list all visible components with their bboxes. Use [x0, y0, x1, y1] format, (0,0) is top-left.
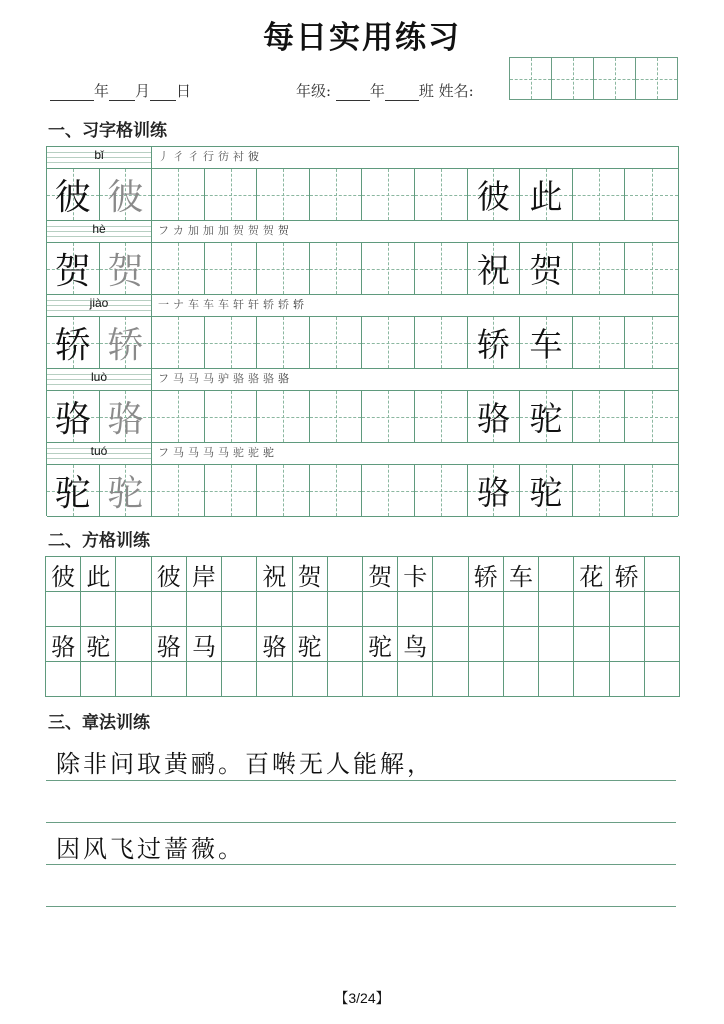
stroke-step: 轩: [233, 298, 248, 311]
tianzige-cell[interactable]: [573, 465, 626, 516]
trace-character: 彼: [107, 177, 144, 218]
stroke-step: 行: [203, 150, 218, 163]
fangge-cell[interactable]: 轿: [469, 557, 504, 592]
pinyin-text: hè: [92, 222, 106, 236]
stroke-step: フ: [158, 372, 173, 385]
practice-block: [47, 146, 678, 220]
sample-character: 骆: [54, 399, 91, 440]
stroke-step: 骆: [278, 372, 293, 385]
word-character: 祝: [476, 251, 510, 290]
tianzige-cell[interactable]: [573, 169, 626, 220]
tianzige-cell[interactable]: [625, 243, 678, 294]
fangge-cell[interactable]: [293, 592, 328, 627]
stroke-step: 马: [218, 446, 233, 459]
fangge-cell[interactable]: 卡: [398, 557, 433, 592]
tianzige-cell[interactable]: [205, 391, 258, 442]
fangge-cell[interactable]: [187, 592, 222, 627]
pinyin-cell: [47, 147, 152, 168]
stroke-order: [152, 147, 263, 168]
tianzige-cell[interactable]: [152, 243, 205, 294]
trace-character: 贺: [107, 251, 144, 292]
fangge-cell[interactable]: [328, 662, 363, 697]
fangge-cell[interactable]: [222, 592, 257, 627]
fangge-cell[interactable]: [116, 662, 151, 697]
stroke-step: 马: [188, 372, 203, 385]
tianzige-cell[interactable]: [47, 169, 100, 220]
stroke-step: 骆: [233, 372, 248, 385]
tianzige-cell[interactable]: [257, 317, 310, 368]
tianzige-cell[interactable]: [362, 317, 415, 368]
writing-line[interactable]: [46, 822, 676, 823]
writing-line[interactable]: [46, 864, 676, 865]
tianzige-cell[interactable]: [257, 465, 310, 516]
fangge-cell[interactable]: [504, 592, 539, 627]
date-fields: [50, 80, 191, 101]
stroke-step: 贺: [277, 224, 293, 237]
fangge-cell[interactable]: 祝: [257, 557, 292, 592]
fangge-cell[interactable]: [81, 592, 116, 627]
year-blank[interactable]: [50, 86, 94, 101]
sample-character: 驼: [54, 473, 91, 514]
stroke-step: 彼: [248, 150, 263, 163]
practice-block: [47, 368, 678, 442]
tianzige-cell[interactable]: [415, 169, 468, 220]
stroke-step: 驴: [218, 372, 233, 385]
character-row: [47, 316, 678, 369]
tianzige-cell[interactable]: [625, 391, 678, 442]
fangge-cell[interactable]: [328, 557, 363, 592]
stroke-order: [152, 295, 308, 316]
pinyin-text: luò: [90, 370, 107, 384]
fangge-cell[interactable]: [363, 662, 398, 697]
pinyin-cell: [47, 221, 152, 242]
word-character: 此: [529, 177, 563, 216]
stroke-order: [152, 443, 278, 464]
sample-character: 轿: [54, 325, 91, 366]
stroke-step: 马: [173, 372, 188, 385]
tianzige-cell[interactable]: [100, 465, 153, 516]
fangge-cell[interactable]: [539, 557, 574, 592]
fangge-cell[interactable]: [504, 627, 539, 662]
tianzige-cell[interactable]: [625, 317, 678, 368]
tianzige-cell[interactable]: [468, 391, 521, 442]
pinyin-cell: [47, 443, 152, 464]
word-character: 骆: [476, 399, 510, 438]
pinyin-row: [47, 146, 678, 168]
fangge-cell[interactable]: [46, 662, 81, 697]
tianzige-cell[interactable]: [625, 169, 678, 220]
tianzige-cell[interactable]: [205, 243, 258, 294]
fangge-cell[interactable]: [469, 627, 504, 662]
stroke-step: 加: [187, 224, 203, 237]
fangge-cell[interactable]: [539, 627, 574, 662]
fangge-cell[interactable]: 贺: [363, 557, 398, 592]
stroke-step: 驼: [248, 446, 263, 459]
tianzige-cell[interactable]: [362, 465, 415, 516]
word-character: 车: [529, 325, 563, 364]
month-blank[interactable]: [109, 86, 135, 101]
fangge-cell[interactable]: [574, 627, 609, 662]
fangge-cell[interactable]: [645, 592, 680, 627]
fangge-cell[interactable]: [328, 627, 363, 662]
fangge-cell[interactable]: [433, 662, 468, 697]
fangge-cell[interactable]: 鸟: [398, 627, 433, 662]
tianzige-cell[interactable]: [520, 465, 573, 516]
tianzige-cell[interactable]: [520, 169, 573, 220]
stroke-step: 马: [173, 446, 188, 459]
pinyin-row: [47, 442, 678, 464]
fangge-cell[interactable]: [222, 662, 257, 697]
stroke-order: [152, 221, 293, 242]
tianzige-cell[interactable]: [47, 465, 100, 516]
fangge-cell[interactable]: [539, 662, 574, 697]
stroke-step: 贺: [247, 224, 263, 237]
tianzige-cell[interactable]: [362, 391, 415, 442]
pinyin-cell: [47, 295, 152, 316]
stroke-step: 驼: [233, 446, 248, 459]
month-label: 月: [135, 82, 151, 100]
tianzige-cell[interactable]: [100, 317, 153, 368]
practice-block: [47, 294, 678, 368]
fangge-cell[interactable]: [398, 592, 433, 627]
trace-character: 骆: [107, 399, 144, 440]
tianzige-cell[interactable]: [468, 317, 521, 368]
tianzige-cell[interactable]: [100, 243, 153, 294]
fangge-cell[interactable]: [187, 662, 222, 697]
tianzige-cell[interactable]: [573, 317, 626, 368]
tianzige-cell[interactable]: [310, 465, 363, 516]
writing-line[interactable]: [46, 906, 676, 907]
tianzige-cell[interactable]: [625, 465, 678, 516]
fangge-grid: [45, 556, 680, 697]
stroke-step: 加: [217, 224, 233, 237]
verse-line-1: 除非问取黄鹂。百啭无人能解，: [56, 750, 434, 778]
tianzige-cell[interactable]: [152, 169, 205, 220]
fangge-cell[interactable]: [398, 662, 433, 697]
tianzige-grid: [46, 146, 679, 516]
fangge-cell[interactable]: [116, 627, 151, 662]
word-character: 骆: [476, 473, 510, 512]
tianzige-cell[interactable]: [310, 243, 363, 294]
fangge-cell[interactable]: 骆: [46, 627, 81, 662]
pinyin-text: tuó: [90, 444, 108, 458]
fangge-cell[interactable]: [574, 662, 609, 697]
practice-block: [47, 220, 678, 294]
tianzige-cell[interactable]: [152, 391, 205, 442]
fangge-cell[interactable]: [152, 592, 187, 627]
fangge-cell[interactable]: [46, 592, 81, 627]
name-cell[interactable]: [552, 58, 594, 99]
stroke-step: 马: [203, 372, 218, 385]
character-row: [47, 390, 678, 443]
fangge-cell[interactable]: 彼: [46, 557, 81, 592]
tianzige-cell[interactable]: [520, 317, 573, 368]
sample-character: 彼: [54, 177, 91, 218]
sample-character: 贺: [54, 251, 91, 292]
fangge-cell[interactable]: [539, 592, 574, 627]
character-row: [47, 464, 678, 517]
fangge-cell[interactable]: 贺: [293, 557, 328, 592]
stroke-step: 骆: [263, 372, 278, 385]
tianzige-cell[interactable]: [310, 169, 363, 220]
fangge-row: [46, 557, 680, 592]
fangge-cell[interactable]: 马: [187, 627, 222, 662]
fangge-cell[interactable]: [116, 592, 151, 627]
fangge-cell[interactable]: [293, 662, 328, 697]
stroke-step: 骆: [248, 372, 263, 385]
stroke-step: 轩: [248, 298, 263, 311]
name-cell[interactable]: [594, 58, 636, 99]
fangge-cell[interactable]: 轿: [610, 557, 645, 592]
word-character: 驼: [529, 473, 563, 512]
word-character: 彼: [476, 177, 510, 216]
pinyin-text: bǐ: [94, 148, 104, 162]
fangge-cell[interactable]: 彼: [152, 557, 187, 592]
class-blank[interactable]: [385, 86, 419, 101]
stroke-step: 贺: [232, 224, 248, 237]
name-cell[interactable]: [636, 58, 677, 99]
class-fields: [296, 80, 474, 101]
tianzige-cell[interactable]: [415, 243, 468, 294]
tianzige-cell[interactable]: [310, 391, 363, 442]
class-label: 班: [418, 82, 434, 100]
writing-line[interactable]: [46, 780, 676, 781]
tianzige-cell[interactable]: [362, 243, 415, 294]
fangge-cell[interactable]: [433, 557, 468, 592]
pinyin-row: [47, 368, 678, 390]
fangge-cell[interactable]: [433, 627, 468, 662]
stroke-step: カ: [172, 224, 188, 237]
stroke-step: 彳: [188, 150, 203, 163]
fangge-row: [46, 592, 680, 627]
stroke-step: ナ: [173, 298, 188, 311]
name-label: 姓名:: [438, 82, 474, 100]
fangge-cell[interactable]: [645, 627, 680, 662]
character-row: [47, 168, 678, 221]
name-box[interactable]: [509, 57, 678, 100]
fangge-cell[interactable]: [610, 592, 645, 627]
stroke-step: 彳: [173, 150, 188, 163]
day-blank[interactable]: [150, 86, 176, 101]
stroke-step: 驼: [263, 446, 278, 459]
stroke-step: 车: [203, 298, 218, 311]
fangge-cell[interactable]: [116, 557, 151, 592]
trace-character: 轿: [107, 325, 144, 366]
tianzige-cell[interactable]: [152, 317, 205, 368]
fangge-cell[interactable]: [504, 662, 539, 697]
tianzige-cell[interactable]: [468, 243, 521, 294]
tianzige-cell[interactable]: [310, 317, 363, 368]
tianzige-cell[interactable]: [47, 317, 100, 368]
stroke-step: 贺: [262, 224, 278, 237]
fangge-cell[interactable]: [469, 662, 504, 697]
day-label: 日: [176, 82, 192, 100]
section-title-zhangfa: 三、章法训练: [48, 713, 150, 733]
stroke-step: 彷: [218, 150, 233, 163]
stroke-step: 车: [218, 298, 233, 311]
grade-year-label: 年: [369, 82, 385, 100]
pinyin-row: [47, 294, 678, 316]
fangge-cell[interactable]: 驼: [363, 627, 398, 662]
fangge-cell[interactable]: [222, 627, 257, 662]
tianzige-cell[interactable]: [205, 317, 258, 368]
pinyin-row: [47, 220, 678, 242]
tianzige-cell[interactable]: [205, 169, 258, 220]
word-character: 贺: [529, 251, 563, 290]
tianzige-cell[interactable]: [362, 169, 415, 220]
fangge-cell[interactable]: 花: [574, 557, 609, 592]
fangge-cell[interactable]: [645, 557, 680, 592]
fangge-cell[interactable]: [363, 592, 398, 627]
tianzige-cell[interactable]: [257, 243, 310, 294]
fangge-cell[interactable]: 骆: [257, 627, 292, 662]
fangge-cell[interactable]: 此: [81, 557, 116, 592]
tianzige-cell[interactable]: [415, 465, 468, 516]
stroke-step: 轿: [263, 298, 278, 311]
stroke-step: 马: [203, 446, 218, 459]
tianzige-cell[interactable]: [47, 243, 100, 294]
practice-block: [47, 442, 678, 516]
word-character: 驼: [529, 399, 563, 438]
stroke-step: 衬: [233, 150, 248, 163]
fangge-cell[interactable]: [328, 592, 363, 627]
fangge-cell[interactable]: 岸: [187, 557, 222, 592]
section-title-tianzige: 一、习字格训练: [48, 121, 167, 141]
tianzige-cell[interactable]: [205, 465, 258, 516]
section-title-fangge: 二、方格训练: [48, 531, 150, 551]
fangge-row: [46, 662, 680, 697]
tianzige-cell[interactable]: [520, 243, 573, 294]
tianzige-cell[interactable]: [415, 391, 468, 442]
fangge-cell[interactable]: [222, 557, 257, 592]
tianzige-cell[interactable]: [100, 391, 153, 442]
tianzige-cell[interactable]: [573, 243, 626, 294]
fangge-row: [46, 627, 680, 662]
tianzige-cell[interactable]: [47, 391, 100, 442]
pinyin-cell: [47, 369, 152, 390]
year-label: 年: [94, 82, 110, 100]
fangge-cell[interactable]: [81, 662, 116, 697]
fangge-cell[interactable]: [152, 662, 187, 697]
fangge-cell[interactable]: [645, 662, 680, 697]
tianzige-cell[interactable]: [520, 391, 573, 442]
fangge-cell[interactable]: 骆: [152, 627, 187, 662]
word-character: 轿: [476, 325, 510, 364]
fangge-cell[interactable]: [469, 592, 504, 627]
fangge-cell[interactable]: [610, 662, 645, 697]
tianzige-cell[interactable]: [257, 169, 310, 220]
stroke-step: 一: [158, 298, 173, 311]
stroke-step: 轿: [293, 298, 308, 311]
tianzige-cell[interactable]: [468, 169, 521, 220]
fangge-cell[interactable]: 驼: [293, 627, 328, 662]
fangge-cell[interactable]: [257, 592, 292, 627]
stroke-step: フ: [158, 224, 173, 237]
tianzige-cell[interactable]: [257, 391, 310, 442]
tianzige-cell[interactable]: [573, 391, 626, 442]
fangge-cell[interactable]: [574, 592, 609, 627]
stroke-step: 马: [188, 446, 203, 459]
tianzige-cell[interactable]: [468, 465, 521, 516]
page-number: 【3/24】: [334, 990, 390, 1006]
tianzige-cell[interactable]: [152, 465, 205, 516]
name-cell[interactable]: [510, 58, 552, 99]
fangge-cell[interactable]: [433, 592, 468, 627]
character-row: [47, 242, 678, 295]
stroke-step: 轿: [278, 298, 293, 311]
stroke-step: 车: [188, 298, 203, 311]
fangge-cell[interactable]: [610, 627, 645, 662]
trace-character: 驼: [107, 473, 144, 514]
pinyin-text: jiào: [89, 296, 109, 310]
fangge-cell[interactable]: 驼: [81, 627, 116, 662]
stroke-step: 加: [202, 224, 218, 237]
verse-line-2: 因风飞过蔷薇。: [56, 835, 245, 863]
fangge-cell[interactable]: 车: [504, 557, 539, 592]
fangge-cell[interactable]: [257, 662, 292, 697]
page-title: 每日实用练习: [263, 20, 461, 56]
grade-label: 年级:: [296, 82, 332, 100]
stroke-order: [152, 369, 293, 390]
stroke-step: 丿: [158, 150, 173, 163]
tianzige-cell[interactable]: [415, 317, 468, 368]
grade-blank[interactable]: [336, 86, 370, 101]
stroke-step: フ: [158, 446, 173, 459]
tianzige-cell[interactable]: [100, 169, 153, 220]
